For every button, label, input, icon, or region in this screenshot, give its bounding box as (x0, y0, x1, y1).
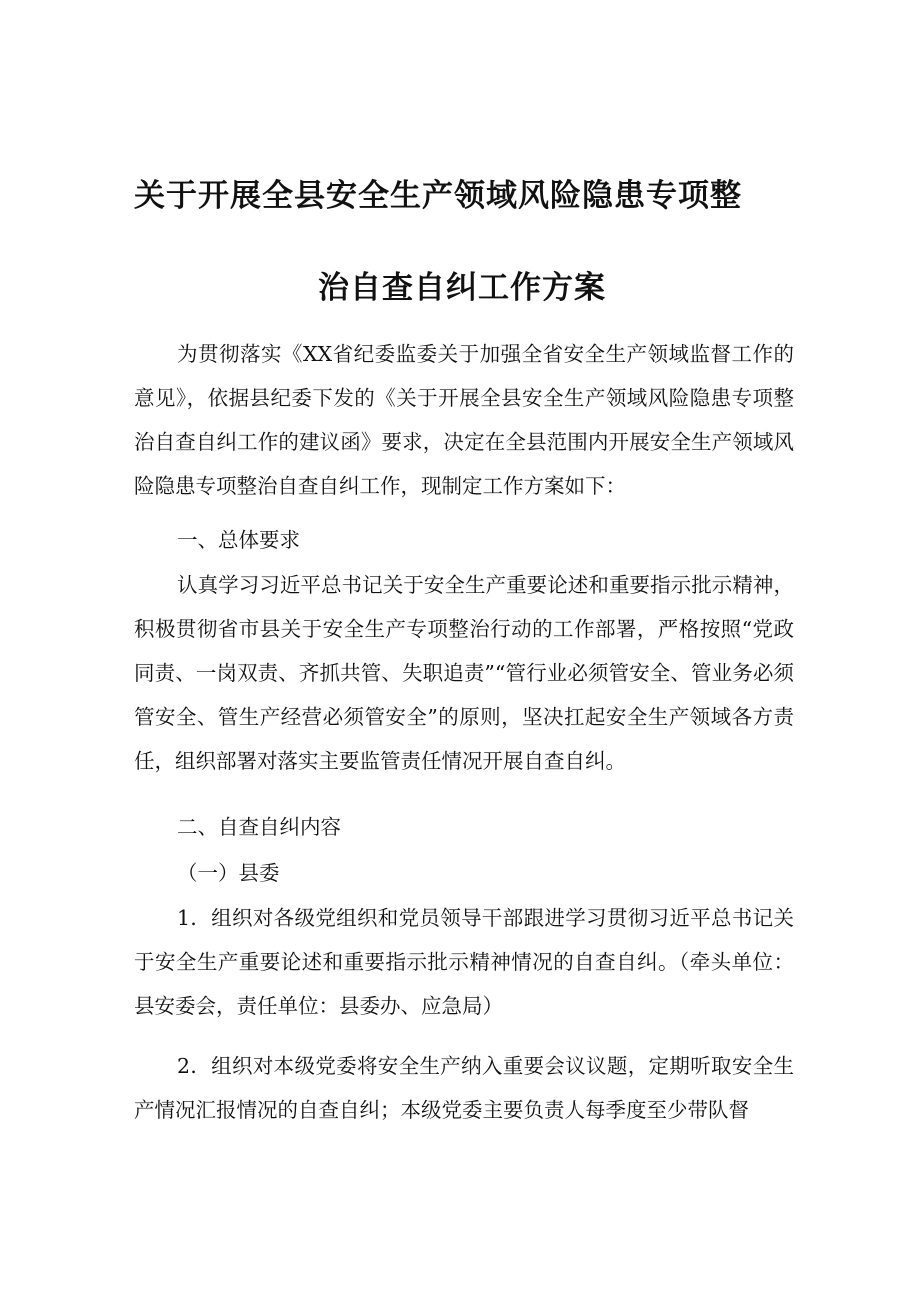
section-2-heading: 二、自查自纠内容 (177, 815, 341, 839)
section-1-paragraph: 认真学习习近平总书记关于安全生产重要论述和重要指示批示精神，积极贯彻省市县关于安全生产专项整治行动的工作部署，严格按照“党政同责、一岗双责、齐抓共管、失职追责”“管行业必须管安全、管业务必须管安全、管生产经营必须管安全”的原则，坚决扛起安全生产领域各方责任，组织部署对落实主要监管责任情况开展自查自纠。 (134, 573, 794, 773)
subsection-1-heading: （一）县委 (177, 861, 280, 885)
document-title-line-1: 关于开展全县安全生产领域风险隐患专项整 (134, 178, 742, 214)
intro-paragraph: 为贯彻落实《XX省纪委监委关于加强全省安全生产领域监督工作的意见》，依据县纪委下发的《关于开展全县安全生产领域风险隐患专项整治自查自纠工作的建议函》要求，决定在全县范围内开展安全生产领域风险隐患专项整治自查自纠工作，现制定工作方案如下： (134, 342, 794, 498)
document-title-line-2: 治自查自纠工作方案 (318, 270, 606, 306)
item-1-paragraph: 1．组织对各级党组织和党员领导干部跟进学习贯彻习近平总书记关于安全生产重要论述和重要指示批示精神情况的自查自纠。（牵头单位：县安委会，责任单位：县委办、应急局） (134, 906, 794, 1018)
item-2-paragraph: 2．组织对本级党委将安全生产纳入重要会议议题，定期听取安全生产情况汇报情况的自查自纠；本级党委主要负责人每季度至少带队督 (134, 1054, 794, 1122)
section-1-heading: 一、总体要求 (177, 528, 300, 552)
